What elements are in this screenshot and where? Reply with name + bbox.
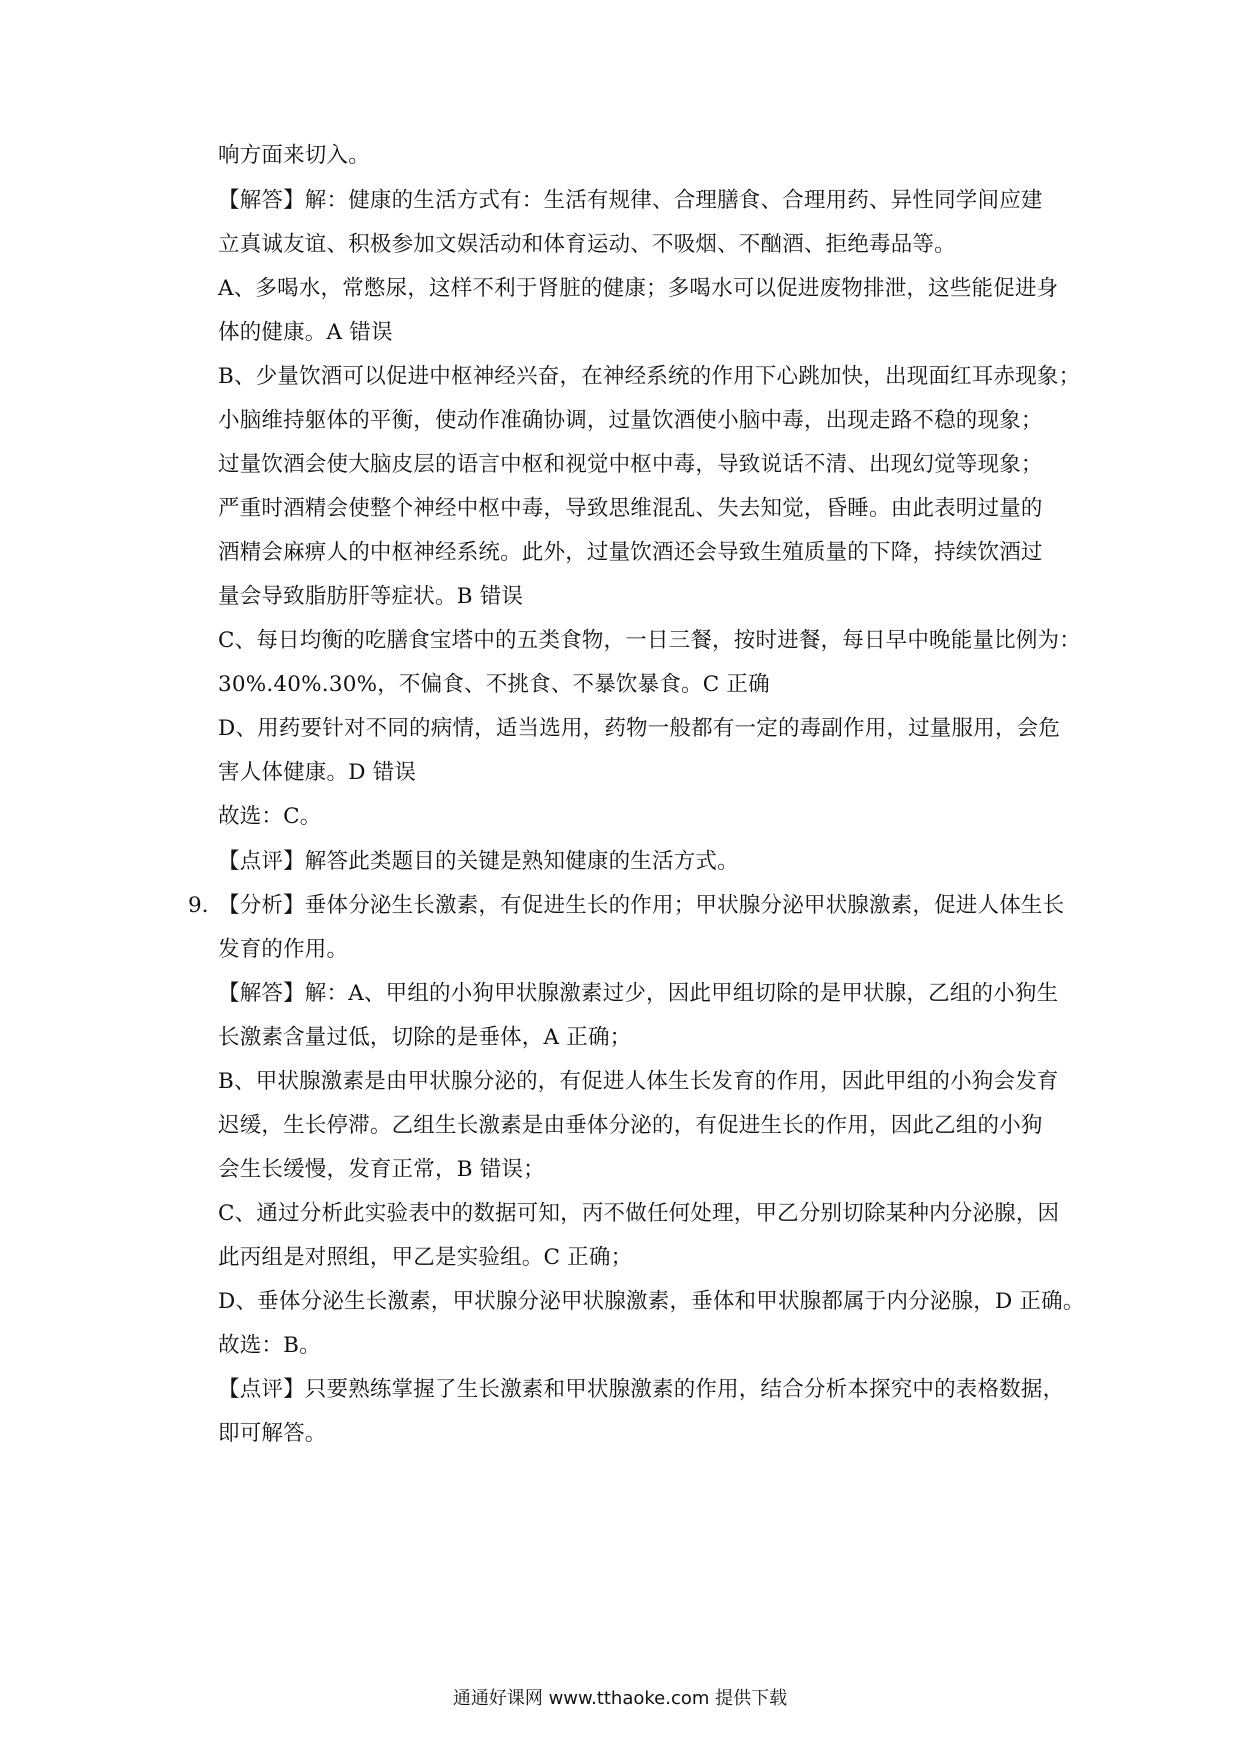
text-line: C、通过分析此实验表中的数据可知，丙不做任何处理，甲乙分别切除某种内分泌腺，因 xyxy=(218,1201,1060,1226)
text-line: 故选：B。 xyxy=(218,1333,321,1358)
text-line: 【分析】垂体分泌生长激素，有促进生长的作用；甲状腺分泌甲状腺激素，促进人体生长 xyxy=(218,893,1065,918)
text-line: 量会导致脂肪肝等症状。B 错误 xyxy=(218,584,524,609)
text-line: 迟缓，生长停滞。乙组生长激素是由垂体分泌的，有促进生长的作用，因此乙组的小狗 xyxy=(218,1113,1043,1138)
text-line: 【点评】解答此类题目的关键是熟知健康的生活方式。 xyxy=(218,849,739,874)
text-line: D、垂体分泌生长激素，甲状腺分泌甲状腺激素，垂体和甲状腺都属于内分泌腺，D 正确。 xyxy=(218,1289,1085,1314)
text-line: 【解答】解：A、甲组的小狗甲状腺激素过少，因此甲组切除的是甲状腺，乙组的小狗生 xyxy=(218,981,1059,1006)
text-line: B、少量饮酒可以促进中枢神经兴奋，在神经系统的作用下心跳加快，出现面红耳赤现象； xyxy=(218,364,1081,389)
text-line: 会生长缓慢，发育正常，B 错误； xyxy=(218,1157,545,1182)
text-line: 长激素含量过低，切除的是垂体，A 正确； xyxy=(218,1025,632,1050)
question-number: 9. xyxy=(188,893,209,918)
text-line: 发育的作用。 xyxy=(218,937,349,962)
text-line: 此丙组是对照组，甲乙是实验组。C 正确； xyxy=(218,1245,633,1270)
text-line: 害人体健康。D 错误 xyxy=(218,760,417,785)
text-line: 小脑维持躯体的平衡，使动作准确协调，过量饮酒使小脑中毒，出现走路不稳的现象； xyxy=(218,408,1043,433)
text-line: 酒精会麻痹人的中枢神经系统。此外，过量饮酒还会导致生殖质量的下降，持续饮酒过 xyxy=(218,540,1043,565)
text-line: 故选：C。 xyxy=(218,804,322,829)
text-line: 过量饮酒会使大脑皮层的语言中枢和视觉中枢中毒，导致说话不清、出现幻觉等现象； xyxy=(218,452,1043,477)
text-line: 【解答】解：健康的生活方式有：生活有规律、合理膳食、合理用药、异性同学间应建 xyxy=(218,188,1043,213)
text-line: C、每日均衡的吃膳食宝塔中的五类食物，一日三餐，按时进餐，每日早中晚能量比例为： xyxy=(218,628,1081,653)
text-line: A、多喝水，常憋尿，这样不利于肾脏的健康；多喝水可以促进废物排泄，这些能促进身 xyxy=(218,276,1059,301)
text-line: D、用药要针对不同的病情，适当选用，药物一般都有一定的毒副作用，过量服用，会危 xyxy=(218,716,1061,741)
text-line: 【点评】只要熟练掌握了生长激素和甲状腺激素的作用，结合分析本探究中的表格数据， xyxy=(218,1377,1065,1402)
page-footer: 通通好课网 www.tthaoke.com 提供下载 xyxy=(452,1688,788,1709)
text-line: 30%.40%.30%，不偏食、不挑食、不暴饮暴食。C 正确 xyxy=(218,672,770,697)
text-line: 体的健康。A 错误 xyxy=(218,320,393,345)
text-line: B、甲状腺激素是由甲状腺分泌的，有促进人体生长发育的作用，因此甲组的小狗会发育 xyxy=(218,1069,1059,1094)
text-line: 严重时酒精会使整个神经中枢中毒，导致思维混乱、失去知觉，昏睡。由此表明过量的 xyxy=(218,496,1043,521)
text-line: 即可解答。 xyxy=(218,1421,327,1446)
text-line: 响方面来切入。 xyxy=(218,143,370,168)
text-line: 立真诚友谊、积极参加文娱活动和体育运动、不吸烟、不酗酒、拒绝毒品等。 xyxy=(218,232,956,257)
